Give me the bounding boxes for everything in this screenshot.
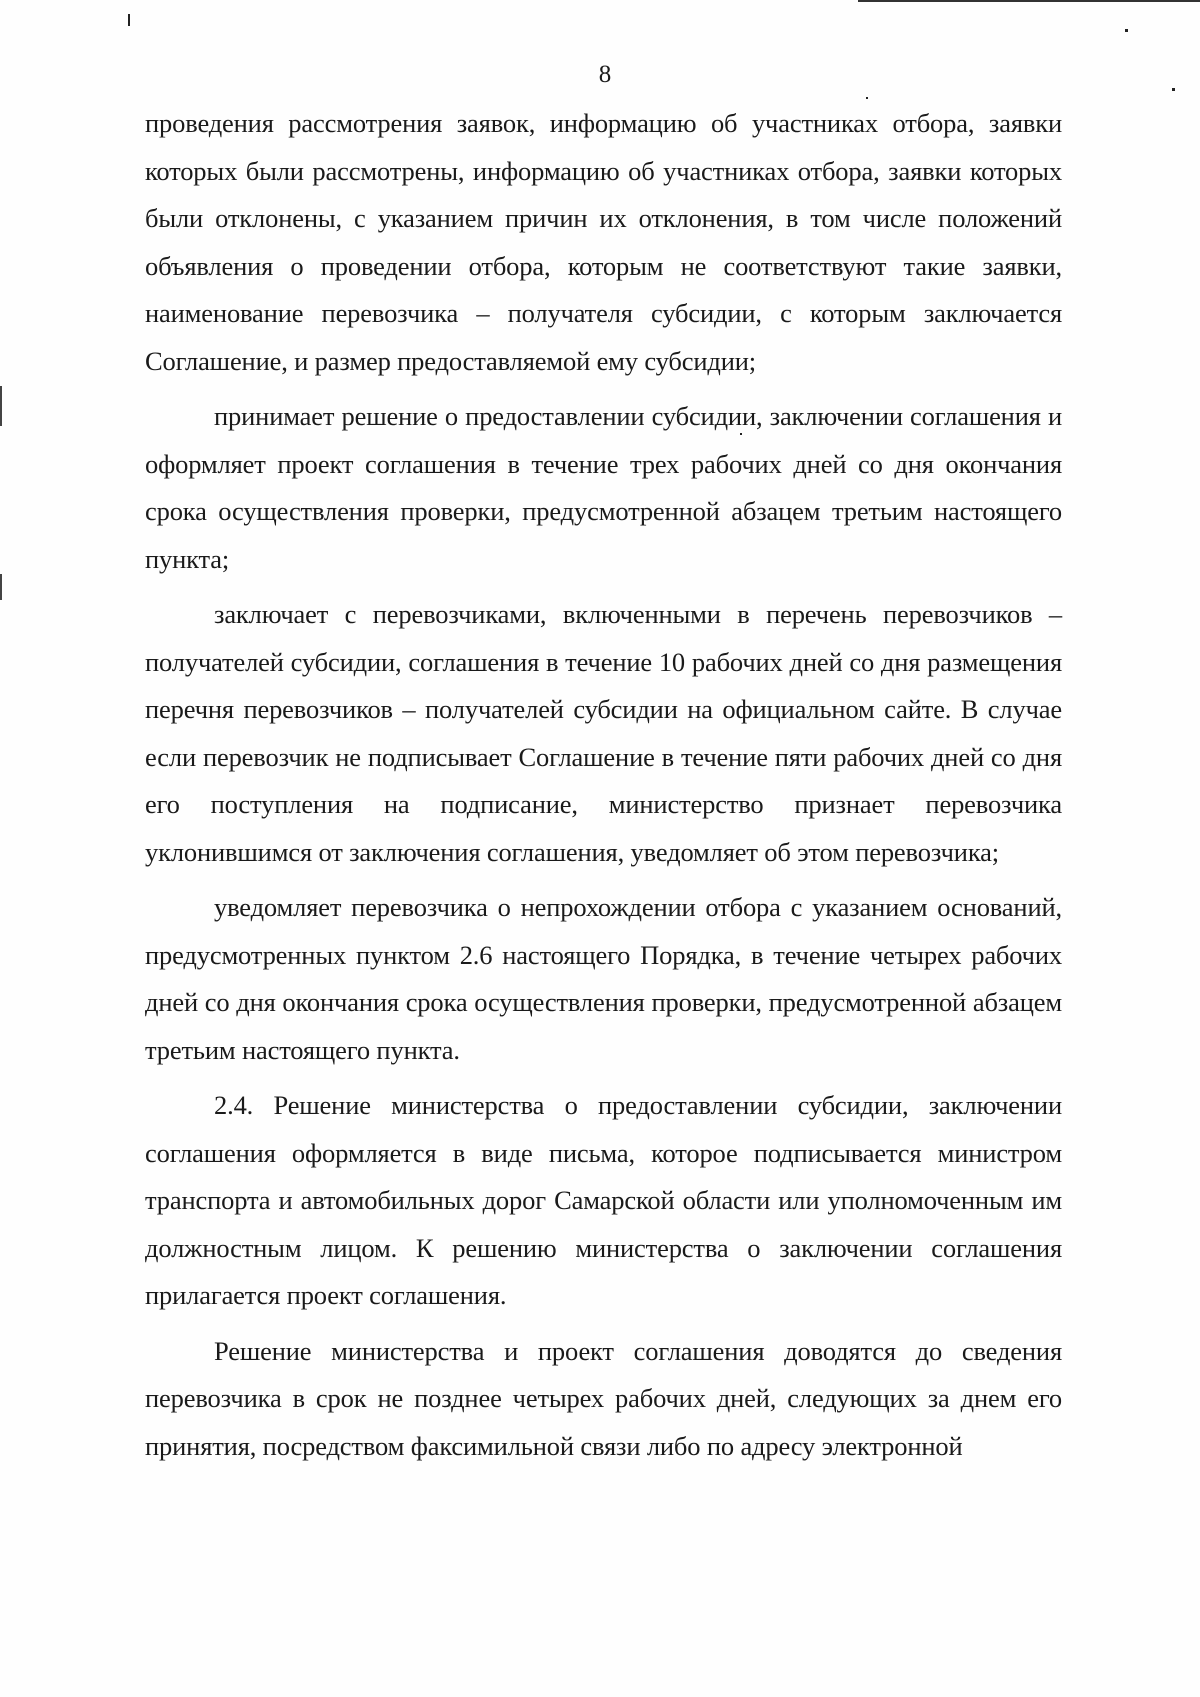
scan-speck: [1125, 29, 1128, 32]
paragraph: 2.4. Решение министерства о предоставлении субсидии, заключении соглашения оформляется в виде письма, которое подписывается министром транспорта и автомобильных дорог Самарской области или уполномоченным им должностным лицом. К решению министерства о заключении соглашения прилагается проект соглашения.: [145, 1090, 1062, 1310]
scan-speck: [866, 97, 868, 99]
scan-speck: [128, 14, 130, 26]
scan-edge-mark: [0, 386, 2, 426]
scan-edge-mark: [0, 574, 2, 600]
paragraph: заключает с перевозчиками, включенными в перечень перевозчиков – получателей субсидии, соглашения в течение 10 рабочих дней со дня размещения перечня перевозчиков – получателей субсидии на официальном сайте. В случае если перевозчик не подписывает Соглашение в течение пяти рабочих дней со дня его поступления на подписание, министерство признает перевозчика уклонившимся от заключения соглашения, уведомляет об этом перевозчика;: [145, 599, 1062, 867]
page-number: 8: [598, 61, 612, 88]
paragraph: Решение министерства и проект соглашения доводятся до сведения перевозчика в срок не позднее четырех рабочих дней, следующих за днем его принятия, посредством факсимильной связи либо по адресу электронной: [145, 1335, 1062, 1461]
document-body: [145, 100, 1062, 1470]
paragraph: принимает решение о предоставлении субсидии, заключении соглашения и оформляет проект соглашения в течение трех рабочих дней со дня окончания срока осуществления проверки, предусмотренной абзацем третьим настоящего пункта;: [145, 401, 1062, 574]
paragraph: проведения рассмотрения заявок, информацию об участниках отбора, заявки которых были рассмотрены, информацию об участниках отбора, заявки которых были отклонены, с указанием причин их отклонения, в том числе положений объявления о проведении отбора, которым не соответствуют такие заявки, наименование перевозчика – получателя субсидии, с которым заключается Соглашение, и размер предоставляемой ему субсидии;: [145, 108, 1062, 376]
scan-top-rule: [858, 0, 1200, 2]
paragraph: уведомляет перевозчика о непрохождении отбора с указанием оснований, предусмотренных пунктом 2.6 настоящего Порядка, в течение четырех рабочих дней со дня окончания срока осуществления проверки, предусмотренной абзацем третьим настоящего пункта.: [145, 892, 1062, 1065]
